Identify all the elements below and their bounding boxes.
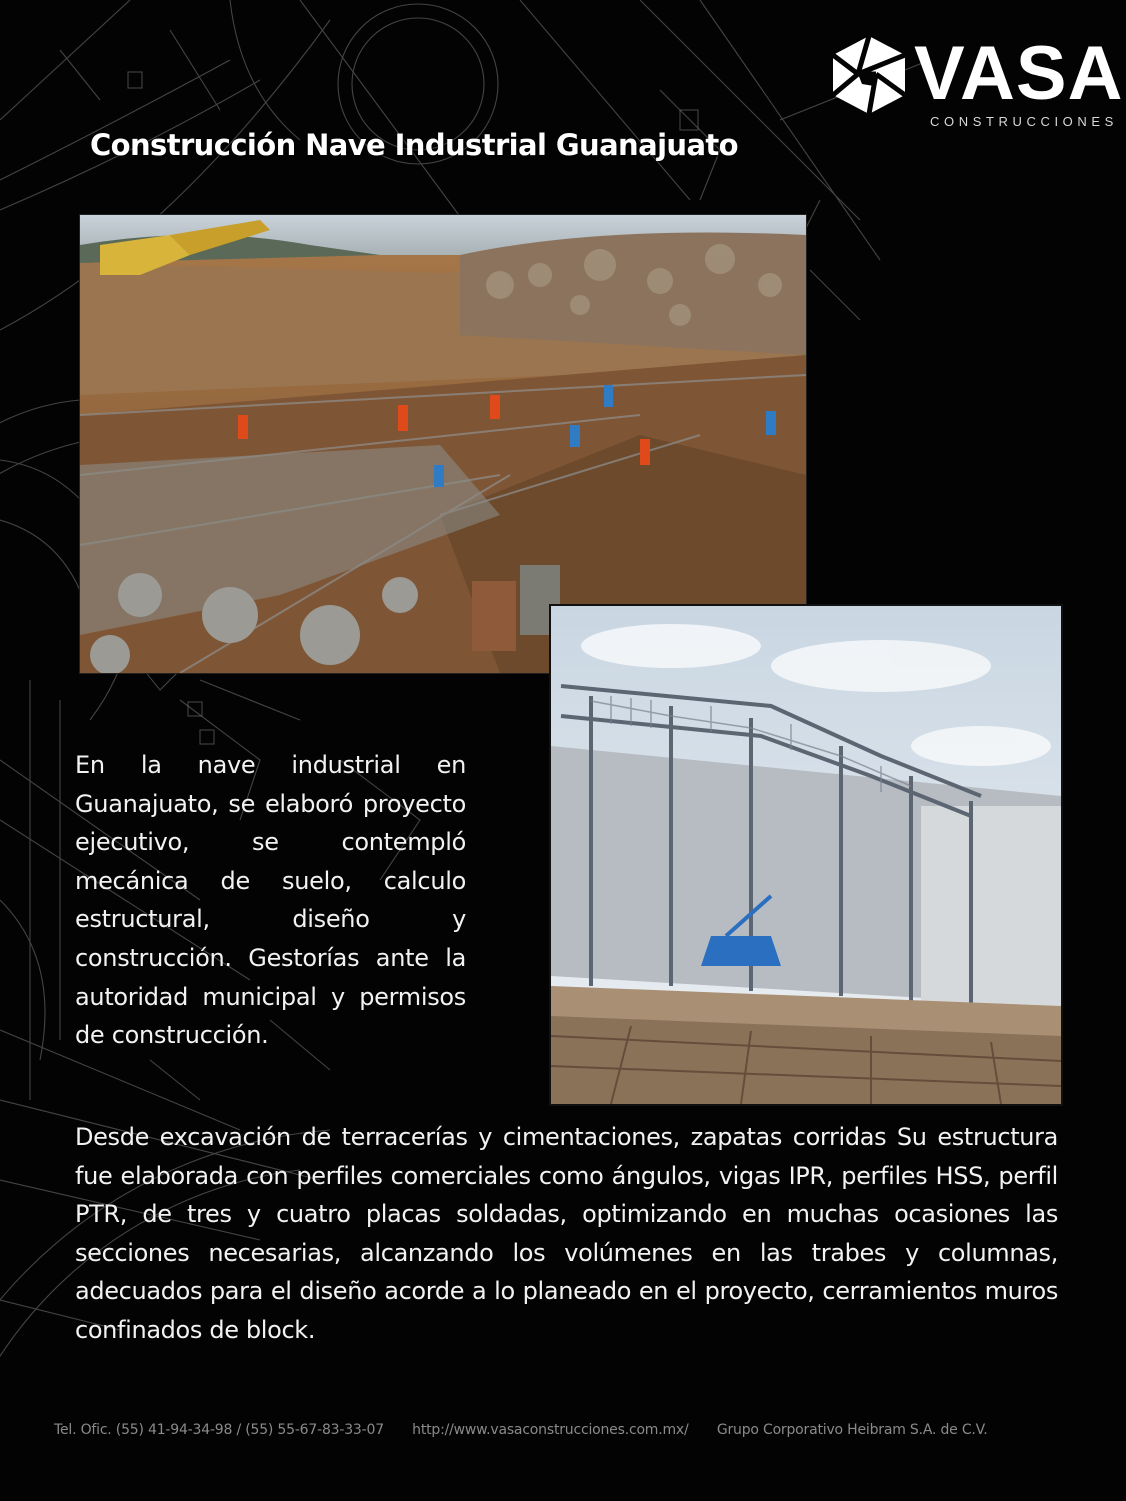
brand-tagline: CONSTRUCCIONES: [930, 114, 1118, 129]
vasa-logo: [826, 31, 1124, 136]
steel-structure-photo-icon: [551, 606, 1061, 1104]
brand-name: VASA: [914, 31, 1124, 116]
page-footer: [54, 1422, 1094, 1438]
project-description: En la nave industrial en Guanajuato, se elaboró proyecto ejecutivo, se contempló mecánica de suelo, calculo estructural, diseño y construcción. Gestorías ante la autoridad municipal y permisos de construcción.: [75, 751, 466, 1050]
steel-structure-photo: [549, 604, 1063, 1106]
structure-description: Desde excavación de terracerías y cimentaciones, zapatas corridas Su estructura fue elaborada con perfiles comerciales como ángulos, vigas IPR, perfiles HSS, perfil PTR, de tres y cuatro placas soldadas, optimizando en muchas ocasiones las secciones necesarias, alcanzando los volúmenes en las trabes y columnas, adecuados para el diseño acorde a lo planeado en el proyecto, cerramientos muros confinados de block.: [75, 1123, 1058, 1344]
footer-website-link[interactable]: http://www.vasaconstrucciones.com.mx/: [412, 1422, 689, 1438]
footer-company: Grupo Corporativo Heibram S.A. de C.V.: [716, 1422, 988, 1438]
footer-phones: Tel. Ofic. (55) 41-94-34-98 / (55) 55-67-83-33-07: [54, 1422, 384, 1438]
faceted-hexagon-logo-icon: [828, 34, 910, 116]
page-title: Construcción Nave Industrial Guanajuato: [90, 128, 739, 162]
